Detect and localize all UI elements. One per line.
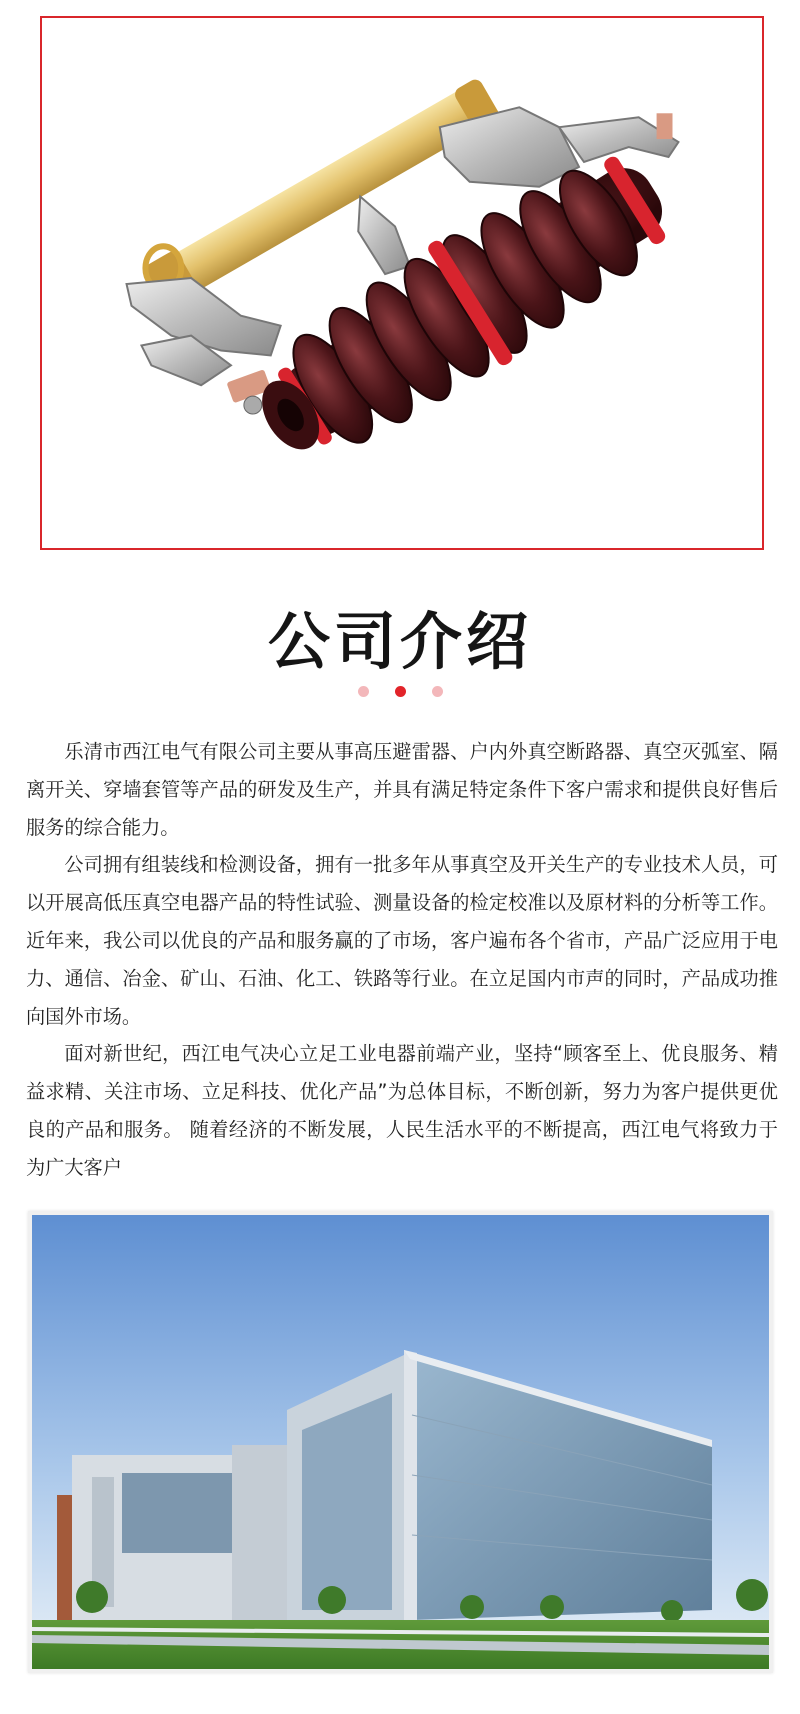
intro-paragraph: 面对新世纪，西江电气决心立足工业电器前端产业，坚持“顾客至上、优良服务、精益求精、关注市场、立足科技、优化产品”为总体目标，不断创新，努力为客户提供更优良的产品和服务。 随着经济的不断发展，人民生活水平的不断提高，西江电气将致力于为广大客户	[26, 1042, 778, 1179]
fuse-cutout-icon	[42, 18, 762, 548]
divider-dot-active	[395, 686, 406, 697]
section-divider-dots	[0, 686, 800, 697]
section-title: 公司介绍	[267, 605, 532, 678]
divider-dot	[432, 686, 443, 697]
intro-paragraph: 乐清市西江电气有限公司主要从事高压避雷器、户内外真空断路器、真空灭弧室、隔离开关、穿墙套管等产品的研发及生产，并具有满足特定条件下客户需求和提供良好售后服务的综合能力。	[26, 740, 778, 839]
divider-dot	[358, 686, 369, 697]
company-intro-text	[26, 733, 778, 1187]
intro-paragraph: 公司拥有组装线和检测设备，拥有一批多年从事真空及开关生产的专业技术人员，可以开展高低压真空电器产品的特性试验、测量设备的检定校准以及原材料的分析等工作。 近年来，我公司以优良的产品和服务赢的了市场，客户遍布各个省市，产品广泛应用于电力、通信、冶金、矿山、石油、化工、铁路等行业。在立足国内市声的同时，产品成功推向国外市场。	[26, 853, 778, 1028]
product-image-frame	[40, 16, 764, 550]
office-building-icon	[32, 1215, 769, 1669]
company-building-image	[28, 1211, 773, 1673]
